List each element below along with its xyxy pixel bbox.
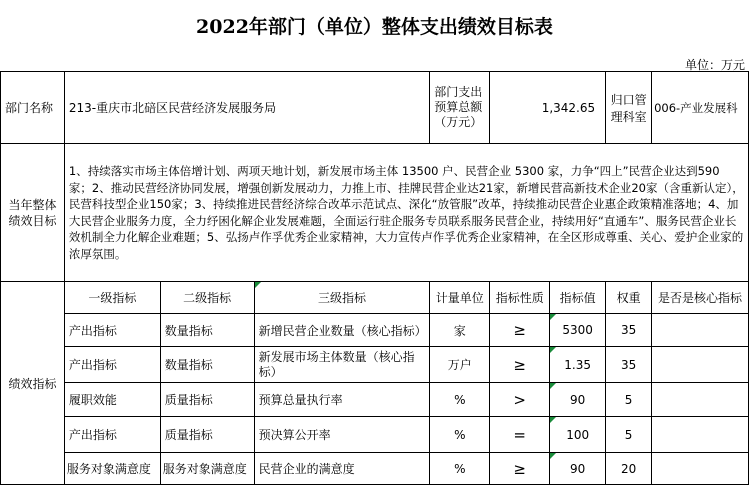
dept-name-label: 部门名称 [1,72,65,144]
header-level2: 二级指标 [160,282,254,314]
row-level1: 产出指标 [64,314,160,347]
goal-row [1,144,749,282]
row-unit: 家 [430,314,490,347]
table-row [1,314,749,347]
header-level1: 一级指标 [64,282,160,314]
header-value: 指标值 [550,282,606,314]
table-row [1,347,749,383]
row-level3: 预算总量执行率 [254,383,430,417]
header-nature: 指标性质 [490,282,550,314]
row-nature: = [490,417,550,453]
row-nature: ≥ [490,314,550,347]
page-title: 2022年部门（单位）整体支出绩效目标表 [196,16,553,38]
dept-info-row [1,72,749,144]
row-level1: 产出指标 [64,417,160,453]
row-level1: 履职效能 [64,383,160,417]
row-weight: 5 [606,417,652,453]
dept-name-value: 213-重庆市北碚区民营经济发展服务局 [64,72,429,144]
row-value: 90 [550,383,606,417]
row-value: 1.35 [550,347,606,383]
table-row [1,383,749,417]
row-unit: 万户 [430,347,490,383]
row-level3: 新增民营企业数量（核心指标） [254,314,430,347]
row-weight: 20 [606,453,652,485]
table-row [1,417,749,453]
row-nature: > [490,383,550,417]
manage-dept-value: 006-产业发展科 [652,72,749,144]
budget-value: 1,342.65 [490,72,606,144]
row-core [652,453,749,485]
perf-label: 绩效指标 [1,282,65,485]
row-unit: % [430,453,490,485]
header-core: 是否是核心指标 [652,282,749,314]
row-level2: 数量指标 [160,314,254,347]
row-core [652,347,749,383]
row-core [652,417,749,453]
manage-dept-label-text: 归口管理科室 [610,92,647,124]
goal-label: 当年整体绩效目标 [1,144,65,282]
header-unit: 计量单位 [430,282,490,314]
manage-dept-label [606,72,652,144]
row-weight: 35 [606,347,652,383]
row-level1: 产出指标 [64,347,160,383]
row-value: 5300 [550,314,606,347]
header-level3: 三级指标 [254,282,430,314]
row-weight: 35 [606,314,652,347]
budget-label: 部门支出预算总额（万元） [430,72,490,144]
row-core [652,383,749,417]
row-unit: % [430,383,490,417]
row-level3: 预决算公开率 [254,417,430,453]
row-level3: 民营企业的满意度 [254,453,430,485]
row-weight: 5 [606,383,652,417]
row-value: 90 [550,453,606,485]
row-nature: ≥ [490,347,550,383]
unit-label: 单位：万元 [684,58,745,72]
row-level2: 数量指标 [160,347,254,383]
row-level2: 质量指标 [160,383,254,417]
row-level3: 新发展市场主体数量（核心指标） [254,347,430,383]
header-weight: 权重 [606,282,652,314]
performance-table [0,71,749,485]
row-level2: 质量指标 [160,417,254,453]
row-level2: 服务对象满意度 [160,453,254,485]
goal-text: 1、持续落实市场主体倍增计划、两项天地计划，新发展市场主体 13500 户、民营企业 5300 家，力争“四上”民营企业达到590 家；2、推动民营经济协同发展，增强创新发展动力，力推上市、挂牌民营企业达21家，新增民营高新技术企业20家（含重新认定），民营科技型企业150家；3、持续推进民营经济综合改革示范试点、深化“放管服”改革，持续推动民营企业惠企政策精准落地；4、加大民营企业服务力度，全力纾困化解企业发展难题，全面运行驻企服务专员联系服务民营企业，持续用好“直通车”、服务民营企业长效机制全力化解企业难题；5、弘扬卢作孚优秀企业家精神，大力宣传卢作孚优秀企业家精神，在全区形成尊重、关心、爱护企业家的浓厚氛围。 [64,144,748,282]
row-value: 100 [550,417,606,453]
row-core [652,314,749,347]
row-unit: % [430,417,490,453]
row-level1: 服务对象满意度 [64,453,160,485]
table-row [1,453,749,485]
perf-header-row [1,282,749,314]
row-nature: ≥ [490,453,550,485]
